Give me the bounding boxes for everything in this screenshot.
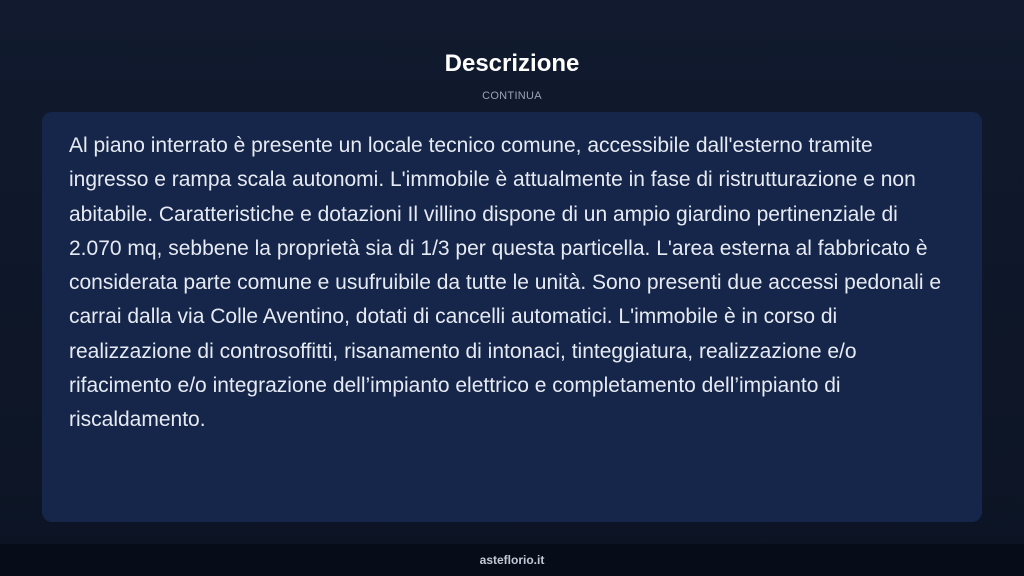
page-title: Descrizione (444, 50, 580, 77)
description-card (42, 112, 982, 522)
continue-label: CONTINUA (482, 90, 542, 102)
footer-bar (0, 544, 1024, 576)
description-text: Al piano interrato è presente un locale tecnico comune, accessibile dall'esterno tramite ingresso e rampa scala autonomi. L'immobile è attualmente in fase di ristrutturazione e non abitabile. Caratteristiche e dotazioni Il villino dispone di un ampio giardino pertinenziale di 2.070 mq, sebbene la proprietà sia di 1/3 per questa particella. L'area esterna al fabbricato è considerata parte comune e usufruibile da tutte le unità. Sono presenti due accessi pedonali e carrai dalla via Colle Aventino, dotati di cancelli automatici. L'immobile è in corso di realizzazione di controsoffitti, risanamento di intonaci, tinteggiatura, realizzazione e/o rifacimento e/o integrazione dell’impianto elettrico e completamento dell’impianto di riscaldamento. (69, 134, 942, 432)
footer-site-name: asteflorio.it (479, 553, 545, 567)
